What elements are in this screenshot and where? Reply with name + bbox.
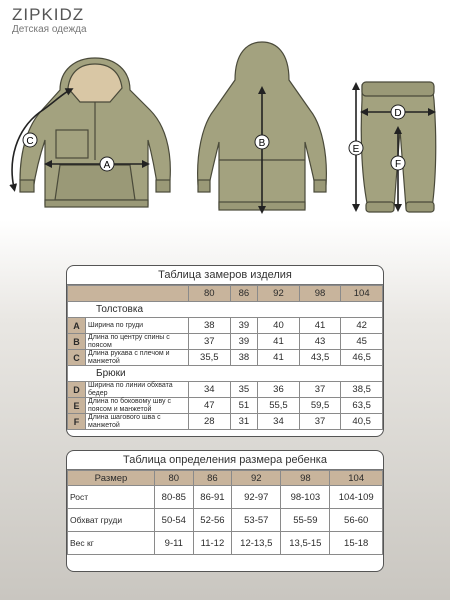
cell: 53-57 (232, 509, 281, 532)
cell: 38 (189, 318, 231, 334)
cell: 56-60 (330, 509, 383, 532)
cell: 55-59 (281, 509, 330, 532)
row-letter: C (68, 350, 86, 366)
table-row (68, 334, 383, 350)
svg-text:C: C (26, 136, 34, 147)
cell: 35 (230, 382, 258, 398)
cell: 59,5 (299, 398, 341, 414)
cell: 39 (230, 334, 258, 350)
table-row (68, 509, 383, 532)
table-row (68, 318, 383, 334)
label-a (100, 157, 114, 171)
size-header: 92 (232, 471, 281, 486)
measurements-table (66, 265, 384, 437)
sizing-title: Таблица определения размера ребенка (67, 451, 383, 470)
cell: 92-97 (232, 486, 281, 509)
cell: 52-56 (193, 509, 232, 532)
cell: 43 (299, 334, 341, 350)
svg-text:D: D (394, 108, 402, 119)
size-header: 92 (258, 286, 300, 302)
label-b (255, 135, 269, 149)
cell: 98-103 (281, 486, 330, 509)
cell: 55,5 (258, 398, 300, 414)
size-header: 80 (189, 286, 231, 302)
section-title: Брюки (68, 366, 383, 382)
size-header: 98 (281, 471, 330, 486)
cell: 34 (189, 382, 231, 398)
table-row (68, 398, 383, 414)
row-label: Ширина по линии обхвата бедер (86, 382, 189, 398)
cell: 9-11 (155, 532, 194, 555)
cell: 46,5 (341, 350, 383, 366)
row-letter: B (68, 334, 86, 350)
cell: 51 (230, 398, 258, 414)
cell: 38,5 (341, 382, 383, 398)
cell: 40 (258, 318, 300, 334)
cell: 39 (230, 318, 258, 334)
row-label: Длина по боковому шву с поясом и манжетой (86, 398, 189, 414)
section-title: Толстовка (68, 302, 383, 318)
row-label: Длина рукава с плечом и манжетой (86, 350, 189, 366)
cell: 34 (258, 414, 300, 430)
row-label: Ширина по груди (86, 318, 189, 334)
measurements-title: Таблица замеров изделия (67, 266, 383, 285)
cell: 37 (299, 382, 341, 398)
table-row (68, 532, 383, 555)
size-header: 98 (299, 286, 341, 302)
row-label: Вес кг (68, 532, 155, 555)
label-d (391, 105, 405, 119)
cell: 86-91 (193, 486, 232, 509)
cell: 80-85 (155, 486, 194, 509)
table-row (68, 382, 383, 398)
size-header: 86 (193, 471, 232, 486)
row-letter: E (68, 398, 86, 414)
cell: 38 (230, 350, 258, 366)
cell: 11-12 (193, 532, 232, 555)
svg-text:A: A (103, 160, 111, 171)
cell: 50-54 (155, 509, 194, 532)
label-c (23, 133, 37, 147)
cell: 13,5-15 (281, 532, 330, 555)
cell: 41 (258, 350, 300, 366)
label-e (349, 141, 363, 155)
cell: 41 (299, 318, 341, 334)
cell: 43,5 (299, 350, 341, 366)
row-label: Длина шагового шва с манжетой (86, 414, 189, 430)
cell: 31 (230, 414, 258, 430)
table-row (68, 486, 383, 509)
cell: 28 (189, 414, 231, 430)
size-header: 80 (155, 471, 194, 486)
svg-text:B: B (258, 138, 266, 149)
cell: 42 (341, 318, 383, 334)
garment-diagram (0, 30, 450, 230)
cell: 37 (189, 334, 231, 350)
cell: 40,5 (341, 414, 383, 430)
cell: 47 (189, 398, 231, 414)
row-letter: A (68, 318, 86, 334)
size-header-label: Размер (68, 471, 155, 486)
row-label: Рост (68, 486, 155, 509)
row-label: Длина по центру спины с поясом (86, 334, 189, 350)
cell: 12-13,5 (232, 532, 281, 555)
svg-text:F: F (394, 159, 402, 170)
size-header: 86 (230, 286, 258, 302)
cell: 63,5 (341, 398, 383, 414)
row-label: Обхват груди (68, 509, 155, 532)
cell: 15-18 (330, 532, 383, 555)
cell: 104-109 (330, 486, 383, 509)
cell: 45 (341, 334, 383, 350)
row-letter: D (68, 382, 86, 398)
cell: 37 (299, 414, 341, 430)
cell: 36 (258, 382, 300, 398)
label-f (391, 156, 405, 170)
table-row (68, 350, 383, 366)
row-letter: F (68, 414, 86, 430)
cell: 41 (258, 334, 300, 350)
sizing-table (66, 450, 384, 572)
cell: 35,5 (189, 350, 231, 366)
svg-text:E: E (352, 144, 360, 155)
table-row (68, 414, 383, 430)
brand-subtitle: Детская одежда (12, 24, 87, 35)
brand-name: ZIPKIDZ (12, 5, 85, 24)
size-header: 104 (330, 471, 383, 486)
hoodie-front (20, 58, 170, 207)
size-header: 104 (341, 286, 383, 302)
